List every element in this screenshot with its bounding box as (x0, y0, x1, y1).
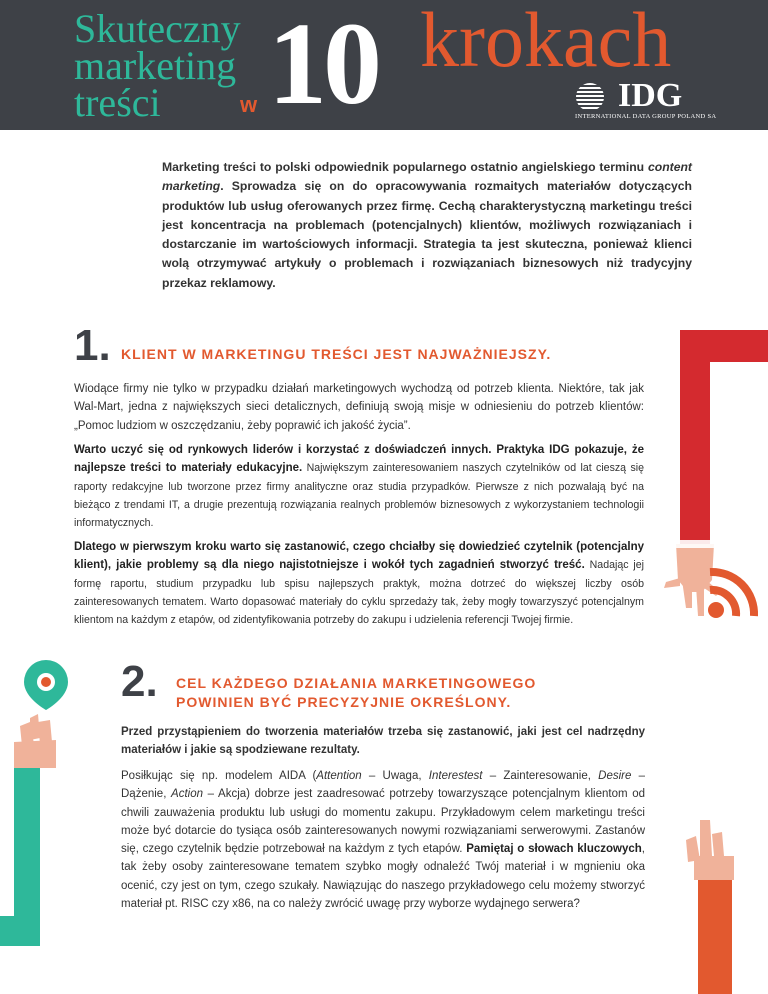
s2-action: Action (171, 788, 203, 801)
header-line-3: treści (74, 80, 161, 125)
section-2-title-line-2: POWINIEN BYĆ PRECYZYJNIE OKREŚLONY. (176, 694, 512, 710)
idg-logo-text: IDG (618, 77, 683, 114)
section-2-title-line-1: CEL KAŻDEGO DZIAŁANIA MARKETINGOWEGO (176, 675, 537, 691)
s2-interest: Interestest (428, 770, 483, 782)
header-line-1: Skuteczny (74, 6, 241, 51)
section-1-title: KLIENT W MARKETINGU TREŚCI JEST NAJWAŻNIEJSZY. (121, 346, 552, 362)
header-title-left (74, 6, 241, 125)
section-2-title (176, 674, 536, 712)
header-krokach: krokach (420, 0, 672, 83)
map-pin-icon (24, 660, 68, 710)
section-1-paragraph-3 (74, 538, 644, 629)
section-1-paragraph-1: Wiodące firmy nie tylko w przypadku działań marketingowych wychodzą od potrzeb klienta. Niektóre, tak jak Wal-Mart, jedna z największych sieci detalicznych, definiują swoją misje w odniesieniu do potrzeb klientów: „Pomoc ludziom w oszczędzaniu, żeby poprawić ich jakość życia”. (74, 383, 644, 432)
globe-icon (575, 82, 613, 112)
s2-text-b: – Uwaga, (361, 770, 429, 782)
idg-logo (575, 77, 725, 122)
intro-text-a: Marketing treści to polski odpowiednik popularnego ostatnio angielskiego terminu (162, 160, 648, 174)
idg-logo-subtitle: INTERNATIONAL DATA GROUP POLAND SA (575, 113, 717, 120)
intro-italic: content marketing (162, 160, 692, 194)
s2-text-e: – Akcja) dobrze jest zaadresować potrzeby towarzyszące potencjalnym klientom od chwili zauważenia produktu lub usługi do momentu zakupu. Przykładowym celem marketingu treści może być dotarcie do tysiąca osób zainteresowanych nowymi rozwiązaniami serwerowymi. Zastanów się, czego czytelnik będzie potrzebował na każdym z tych etapów. (121, 788, 645, 856)
section-2-number: 2. (121, 657, 158, 706)
header-w: w (240, 92, 258, 117)
s2-text-f: , tak żeby osoby zainteresowane tematem szybko mogły odnaleźć Twój materiał i w mgnieniu oka ocenić, czy jest on tym, czego szukały. Nawiązując do naszego przykładowego celu możemy stworzyć materiał pt. RISC czy x86, na co należy zwrócić uwagę przy wyborze wydajnego serwera? (121, 843, 645, 911)
s2-desire: Desire (598, 770, 632, 782)
s2-attention: Attention (316, 770, 362, 782)
s2-bold-keywords: Pamiętaj o słowach kluczowych (466, 843, 642, 856)
header-line-2: marketing (74, 43, 237, 88)
orange-hook-decoration (660, 800, 768, 994)
rss-icon (700, 560, 768, 624)
header-ten: 10 (268, 0, 378, 129)
hand-pointing-illustration (14, 714, 56, 768)
section-1-number: 1. (74, 321, 111, 370)
section-1-p2-bold: Warto uczyć się od rynkowych liderów i korzystać z doświadczeń innych. Praktyka IDG pokazuje, że najlepsze treści to materiały edukacyjne. (74, 444, 644, 475)
section-2-paragraph-1: Przed przystąpieniem do tworzenia materiałów trzeba się zastanowić, jaki jest cel nadrzędny materiałów i jakie są spodziewane rezultaty. (121, 726, 645, 757)
s2-text-a: Posiłkując się np. modelem AIDA ( (121, 770, 317, 782)
s2-text-c: – Zainteresowanie, (482, 770, 599, 782)
section-1-p3-text: Nadając jej formę raportu, studium przypadku lub spisu najlepszych praktyk, można dotrzeć do większej liczby osób zainteresowanych tematem. Warto dopasować materiały do cyklu sprzedaży tak, żeby mogły towarzyszyć potencjalnym klientom na każdym z etapów, od zidentyfikowania potrzeby do zakupu i udzielenia referencji Twojej firmie. (74, 559, 644, 627)
header-banner (0, 0, 768, 130)
intro-paragraph (162, 158, 692, 293)
intro-text-b: . Sprowadza się on do opracowywania rozmaitych materiałów dotyczących produktów lub usług oferowanych przez firmę. Cechą charakterystyczną marketingu treści jest koncentracja na problemach (potencjalnych) klientów, możliwych rozwiązaniach i dostarczanie im wartościowych informacji. Strategia ta jest skuteczna, ponieważ klienci wolą otrzymywać artykuły o problemach i rozwiązaniach biznesowych niż tradycyjny przekaz reklamowy. (162, 179, 692, 290)
section-1-p2-text: Największym zainteresowaniem naszych czytelników od lat cieszą się raporty redakcyjne lub tworzone przez firmy analityczne oraz studia przypadków. Pierwsze z nich pozwalają być na bieżąco z trendami IT, a drugie prezentują rozwiązania realnych problemów biznesowych z wykorzystaniem technologii informatycznych. (74, 462, 644, 530)
section-1-paragraph-2 (74, 441, 644, 532)
teal-hook-decoration (0, 656, 80, 956)
s2-text-d: – Dążenie, (121, 770, 645, 801)
section-1-p3-bold: Dlatego w pierwszym kroku warto się zastanowić, czego chciałby się dowiedzieć czytelnik (potencjalny klient), jakie problemy są dla niego najistotniejsze i wokół tych zagadnień stworzyć treść. (74, 541, 644, 572)
hand-up-illustration (686, 820, 734, 880)
section-2-paragraph-2 (121, 767, 645, 913)
